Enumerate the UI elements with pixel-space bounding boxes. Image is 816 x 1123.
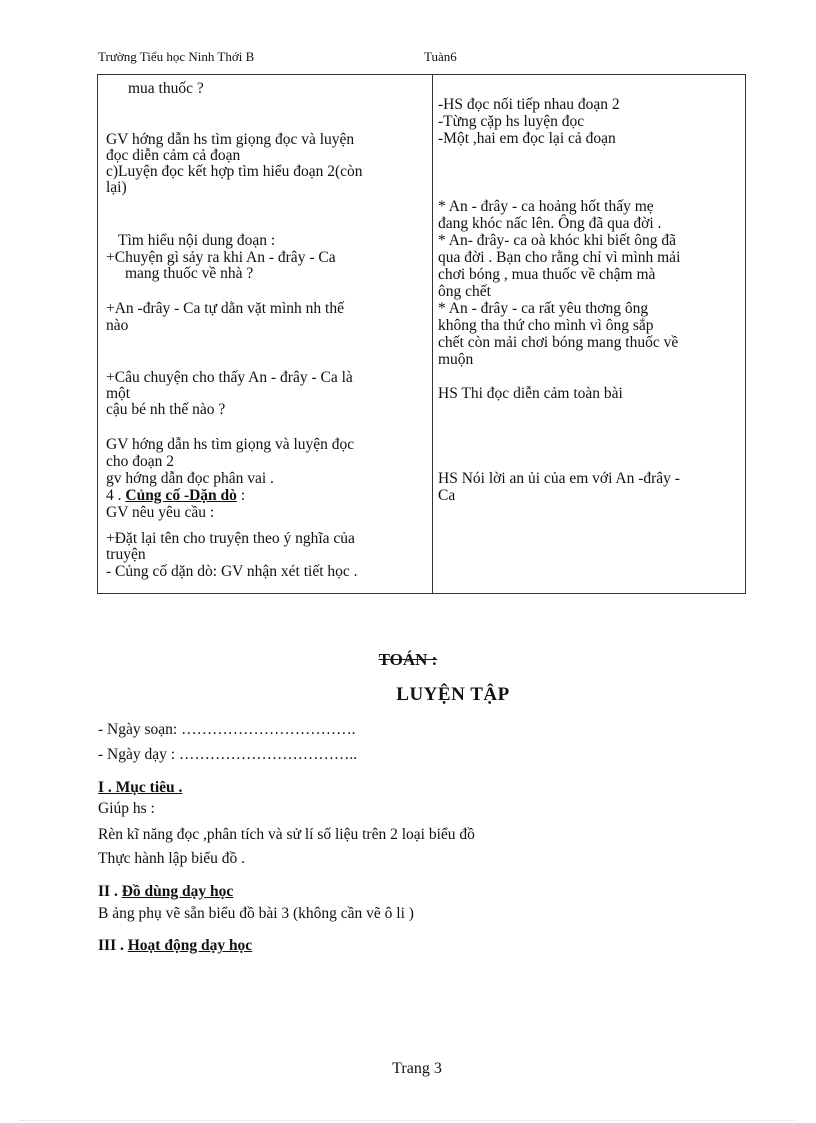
- page-footer: Trang 3: [392, 1060, 442, 1077]
- objectives-heading: I . Mục tiêu .: [98, 779, 183, 796]
- left-line: một: [106, 385, 131, 402]
- right-line: chết còn mải chơi bóng mang thuốc về: [438, 334, 679, 351]
- prep-date: - Ngày soạn: …………………………….: [98, 721, 356, 738]
- materials-heading: Đồ dùng dạy học: [121, 883, 234, 900]
- subject-heading: TOÁN :: [378, 650, 438, 669]
- left-line: +An -đrây - Ca tự dằn vặt mình nh thế: [106, 300, 344, 317]
- column-divider: [432, 75, 433, 593]
- left-line: lại): [106, 179, 127, 196]
- left-line: đọc diễn cảm cả đoạn: [106, 147, 241, 164]
- lesson-table: [97, 74, 746, 594]
- right-line: -Từng cặp hs luyện đọc: [438, 113, 585, 130]
- activities-heading: Hoạt động dạy học: [127, 937, 253, 954]
- activities-number: III .: [98, 937, 124, 954]
- left-line: GV hớng dẫn hs tìm giọng và luyện đọc: [106, 436, 355, 453]
- left-line: c)Luyện đọc kết hợp tìm hiểu đoạn 2(còn: [106, 163, 363, 180]
- section-materials-title: [98, 883, 233, 901]
- left-line: mang thuốc về nhà ?: [125, 265, 254, 282]
- left-line: truyện: [106, 546, 146, 563]
- right-line: Ca: [438, 487, 456, 504]
- objectives-line: Rèn kĩ năng đọc ,phân tích và sử lí số liệu trên 2 loại biểu đồ: [98, 826, 475, 843]
- teach-date: - Ngày dạy : ……………………………..: [98, 746, 358, 763]
- right-line: không tha thứ cho mình vì ông sắp: [438, 317, 654, 334]
- page-bottom-rule: [20, 1120, 796, 1121]
- right-line: qua đời . Bạn cho rằng chỉ vì mình mải: [438, 249, 681, 266]
- left-line-review: [106, 488, 245, 503]
- right-line: muộn: [438, 351, 474, 368]
- objectives-line: Giúp hs :: [98, 800, 155, 817]
- right-line: -HS đọc nối tiếp nhau đoạn 2: [438, 96, 620, 113]
- left-line: - Củng cố dặn dò: GV nhận xét tiết học .: [106, 563, 358, 580]
- left-line: cậu bé nh thế nào ?: [106, 401, 226, 418]
- left-line: nào: [106, 317, 129, 334]
- right-line: ông chết: [438, 283, 491, 300]
- right-line: * An - đrây - ca rất yêu thơng ông: [438, 300, 649, 317]
- review-colon: :: [236, 487, 246, 504]
- right-line: -Một ,hai em đọc lại cả đoạn: [438, 130, 616, 147]
- right-line: * An - đrây - ca hoảng hốt thấy mẹ: [438, 198, 654, 215]
- left-line: +Chuyện gì sảy ra khi An - đrây - Ca: [106, 249, 336, 266]
- left-line: +Câu chuyện cho thấy An - đrây - Ca là: [106, 369, 353, 386]
- materials-line: B ảng phụ vẽ sẵn biểu đồ bài 3 (không cần vẽ ô li ): [98, 905, 414, 922]
- right-line: HS Thi đọc diễn cảm toàn bài: [438, 385, 623, 402]
- right-line: chơi bóng , mua thuốc về chậm mà: [438, 266, 656, 283]
- objectives-line: Thực hành lập biểu đồ .: [98, 850, 246, 867]
- left-line: cho đoạn 2: [106, 453, 175, 470]
- right-line: đang khóc nấc lên. Ông đã qua đời .: [438, 215, 662, 232]
- section-number: 4 .: [106, 487, 122, 504]
- left-line: GV nêu yêu cầu :: [106, 504, 215, 521]
- lesson-title: LUYỆN TẬP: [396, 684, 510, 705]
- left-line: Tìm hiểu nội dung đoạn :: [118, 232, 276, 249]
- right-line: HS Nói lời an ủi của em với An -đrây -: [438, 470, 680, 487]
- left-line: GV hớng dẫn hs tìm giọng đọc và luyện: [106, 131, 355, 148]
- left-line: +Đặt lại tên cho truyện theo ý nghĩa của: [106, 530, 355, 547]
- right-line: * An- đrây- ca oà khóc khi biết ông đã: [438, 232, 677, 249]
- section-objectives-title: [98, 779, 182, 797]
- header-week: Tuàn6: [424, 49, 457, 64]
- materials-number: II .: [98, 883, 118, 900]
- section-activities-title: [98, 937, 252, 955]
- left-line: mua thuốc ?: [128, 80, 204, 97]
- review-heading: Củng cố -Dặn dò: [125, 487, 237, 504]
- left-line: gv hớng dẫn đọc phân vai .: [106, 470, 274, 487]
- header-school: Trường Tiểu học Ninh Thới B: [98, 49, 255, 64]
